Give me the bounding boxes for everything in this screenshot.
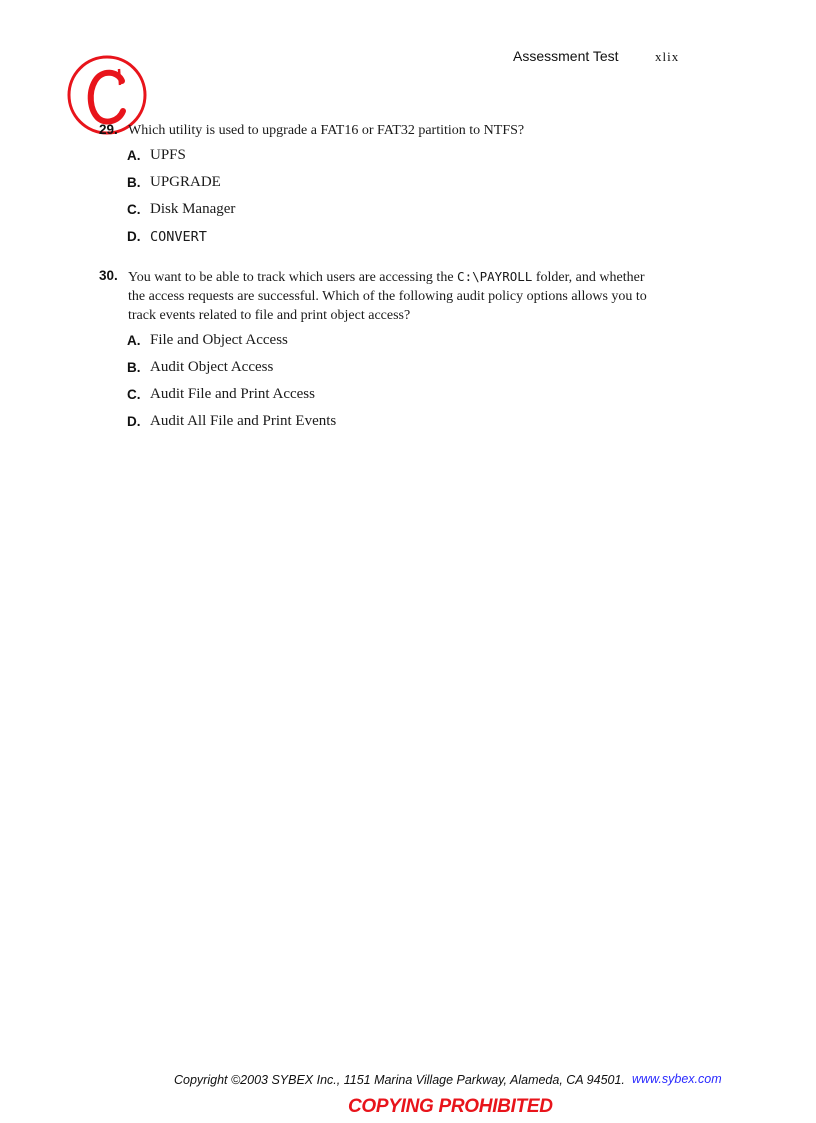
- question-30-line-1: [128, 267, 688, 287]
- question-30-text: [128, 267, 688, 325]
- question-30-option-c-text: Audit File and Print Access: [150, 386, 315, 402]
- question-30-number: 30.: [99, 268, 118, 283]
- question-30-text-after: folder, and whether: [535, 270, 645, 285]
- footer-website-link[interactable]: www.sybex.com: [632, 1072, 722, 1086]
- question-30-option-d-text: Audit All File and Print Events: [150, 413, 337, 429]
- question-30-option-b-letter: B.: [127, 360, 141, 375]
- question-29-option-b-letter: B.: [127, 175, 141, 190]
- page-number: xlix: [655, 49, 680, 64]
- question-29-number: 29.: [99, 122, 118, 137]
- question-29-option-c-text: Disk Manager: [150, 201, 236, 217]
- question-29-option-d-text: CONVERT: [150, 229, 207, 245]
- question-30-option-b-text: Audit Object Access: [150, 359, 274, 375]
- copying-prohibited-notice: COPYING PROHIBITED: [348, 1096, 553, 1117]
- question-29-option-b-text: UPGRADE: [150, 174, 221, 190]
- question-30-option-a-text: File and Object Access: [150, 332, 288, 348]
- question-29-option-d-letter: D.: [127, 229, 141, 244]
- question-30-line-3: track events related to file and print object access?: [128, 308, 411, 323]
- question-30-text-before: You want to be able to track which users are accessing the: [128, 270, 454, 285]
- question-29-text: Which utility is used to upgrade a FAT16 or FAT32 partition to NTFS?: [128, 123, 525, 138]
- running-header-title: Assessment Test: [513, 48, 619, 64]
- question-30-option-d-letter: D.: [127, 414, 141, 429]
- question-30-option-a-letter: A.: [127, 333, 141, 348]
- question-29-option-c-letter: C.: [127, 202, 141, 217]
- question-30-line-2: the access requests are successful. Which of the following audit policy options allows you to: [128, 289, 647, 304]
- question-29-option-a-letter: A.: [127, 148, 141, 163]
- question-30-option-c-letter: C.: [127, 387, 141, 402]
- footer-copyright: Copyright ©2003 SYBEX Inc., 1151 Marina Village Parkway, Alameda, CA 94501.: [174, 1073, 625, 1087]
- question-29-option-a-text: UPFS: [150, 147, 186, 163]
- question-30-code-path: C:\PAYROLL: [457, 269, 533, 284]
